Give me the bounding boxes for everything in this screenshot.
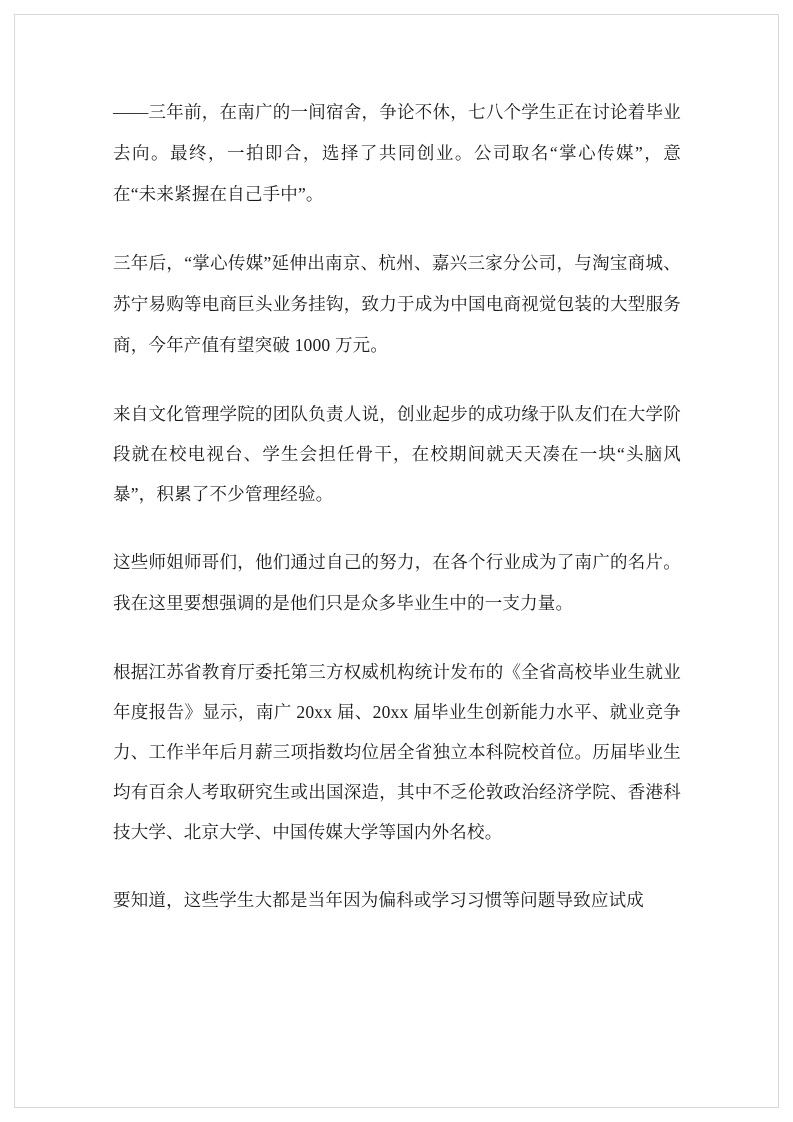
- paragraph: 来自文化管理学院的团队负责人说，创业起步的成功缘于队友们在大学阶段就在校电视台、学生会担任骨干，在校期间就天天凑在一块“头脑风暴”，积累了不少管理经验。: [113, 404, 681, 504]
- paragraph: ——三年前，在南广的一间宿舍，争论不休，七八个学生正在讨论着毕业去向。最终，一拍即合，选择了共同创业。公司取名“掌心传媒”，意在“未来紧握在自己手中”。: [113, 102, 681, 204]
- document-body: [113, 92, 681, 921]
- paragraph: 根据江苏省教育厅委托第三方权威机构统计发布的《全省高校毕业生就业年度报告》显示，南广 20xx 届、20xx 届毕业生创新能力水平、就业竞争力、工作半年后月薪三项指数均位居全省独立本科院校首位。历届毕业生均有百余人考取研究生或出国深造，其中不乏伦敦政治经济学院、香港科技大学、北京大学、中国传媒大学等国内外名校。: [113, 662, 681, 842]
- paragraph: 三年后，“掌心传媒”延伸出南京、杭州、嘉兴三家分公司，与淘宝商城、苏宁易购等电商巨头业务挂钩，致力于成为中国电商视觉包装的大型服务商，今年产值有望突破 1000 万元。: [113, 253, 681, 355]
- paragraph: 这些师姐师哥们，他们通过自己的努力，在各个行业成为了南广的名片。我在这里要想强调的是他们只是众多毕业生中的一支力量。: [113, 552, 681, 613]
- paragraph: 要知道，这些学生大都是当年因为偏科或学习习惯等问题导致应试成: [113, 890, 644, 910]
